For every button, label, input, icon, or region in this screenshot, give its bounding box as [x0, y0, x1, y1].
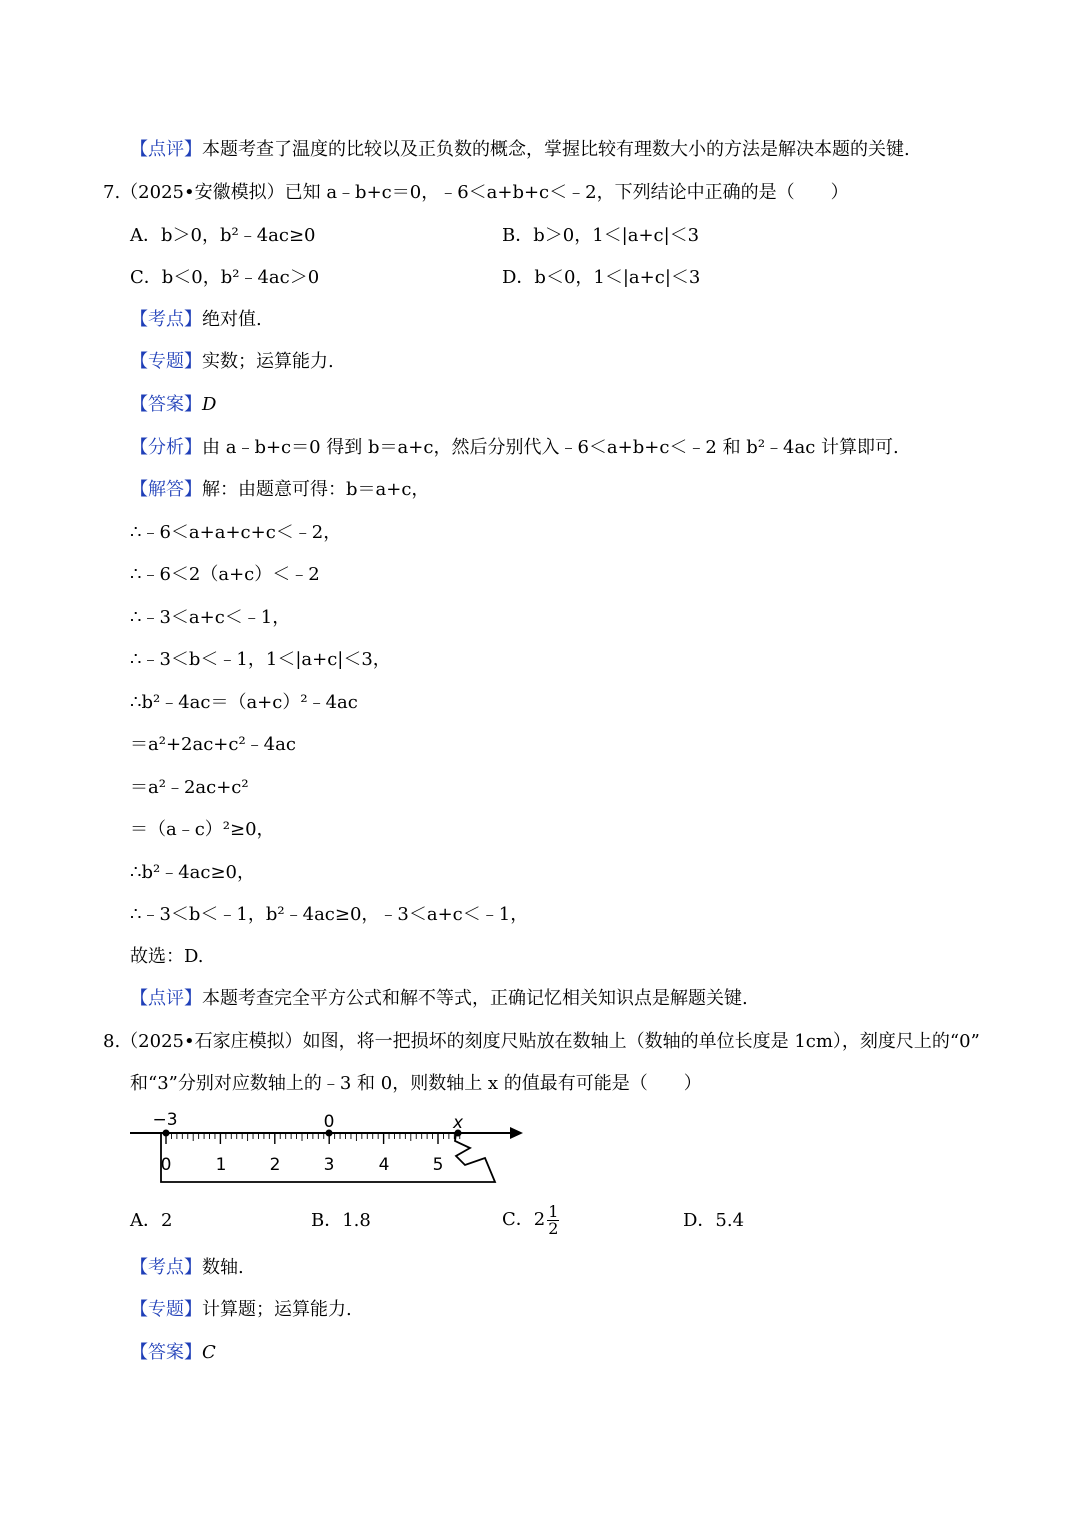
comment-text: 本题考查了温度的比较以及正负数的概念，掌握比较有理数大小的方法是解决本题的关键.: [202, 139, 910, 160]
solution-tag: 【解答】: [130, 479, 202, 500]
q7-option-c: C．b＜0，b²﹣4ac＞0: [130, 267, 320, 288]
point-neg3: [163, 1130, 170, 1137]
option-c-prefix: C．2: [502, 1209, 546, 1230]
q7-zhuanti: [130, 349, 334, 375]
axis-label-zero: 0: [323, 1112, 335, 1132]
solution-step: ∴b²﹣4ac≥0，: [130, 862, 255, 883]
q8-answer: [130, 1340, 216, 1366]
solution-step: ＝a²﹣2ac+c²: [130, 777, 249, 798]
q8-option-d: D．5.4: [683, 1210, 745, 1231]
answer-text: D: [202, 394, 217, 415]
analysis-text: 由 a﹣b+c＝0 得到 b＝a+c，然后分别代入﹣6＜a+b+c＜﹣2 和 b²﹣4ac 计算即可.: [202, 437, 899, 458]
q8-stem-line2: 和“3”分别对应数轴上的﹣3 和 0，则数轴上 x 的值最有可能是（ ）: [130, 1073, 702, 1094]
kaodian-text: 绝对值.: [202, 309, 262, 330]
q7-analysis: [130, 435, 899, 461]
option-c-fraction: [547, 1201, 559, 1238]
q8-option-b: B．1.8: [311, 1210, 371, 1231]
axis-label-neg3: −3: [152, 1110, 178, 1130]
kaodian-tag: 【考点】: [130, 1257, 202, 1278]
q8-kaodian: [130, 1255, 244, 1281]
zhuanti-tag: 【专题】: [130, 1299, 202, 1320]
arrow-icon: [510, 1127, 523, 1139]
q7-stem: 7.（2025•安徽模拟）已知 a﹣b+c＝0，﹣6＜a+b+c＜﹣2，下列结论中正确的是（ ）: [103, 182, 849, 203]
ruler-label: 4: [378, 1155, 390, 1175]
q8-option-c: [502, 1200, 559, 1240]
answer-tag: 【答案】: [130, 394, 202, 415]
q7-answer: [130, 392, 216, 418]
prev-comment: [130, 137, 910, 163]
zhuanti-text: 计算题；运算能力.: [202, 1299, 352, 1320]
analysis-tag: 【分析】: [130, 437, 202, 458]
axis-label-x: x: [452, 1113, 464, 1133]
zhuanti-tag: 【专题】: [130, 351, 202, 372]
kaodian-tag: 【考点】: [130, 309, 202, 330]
comment-tag: 【点评】: [130, 988, 202, 1009]
comment-text: 本题考查完全平方公式和解不等式，正确记忆相关知识点是解题关键.: [202, 988, 748, 1009]
q8-option-a: A．2: [130, 1210, 173, 1231]
solution-step: ∴﹣6＜a+a+c+c＜﹣2，: [130, 522, 342, 543]
ruler-figure: [125, 1108, 535, 1188]
q8-zhuanti: [130, 1297, 352, 1323]
ruler-label: 1: [215, 1155, 227, 1175]
q7-kaodian: [130, 307, 262, 333]
q7-option-d: D．b＜0，1＜|a+c|＜3: [502, 267, 701, 288]
ruler-label: 3: [323, 1155, 335, 1175]
q7-option-b: B．b＞0，1＜|a+c|＜3: [502, 225, 700, 246]
q7-comment: [130, 986, 748, 1012]
ruler-ticks: [166, 1133, 460, 1144]
solution-step: ∴b²﹣4ac＝（a+c）²﹣4ac: [130, 692, 358, 713]
solution-step: ＝a²+2ac+c²﹣4ac: [130, 734, 296, 755]
solution-step: ∴﹣3＜a+c＜﹣1，: [130, 607, 291, 628]
fraction-numerator: 1: [548, 1201, 559, 1221]
kaodian-text: 数轴.: [202, 1257, 244, 1278]
fraction-denominator: 2: [548, 1218, 559, 1238]
answer-tag: 【答案】: [130, 1342, 202, 1363]
answer-text: C: [202, 1342, 216, 1363]
comment-tag: 【点评】: [130, 139, 202, 160]
solution-step: ∴﹣3＜b＜﹣1，1＜|a+c|＜3，: [130, 649, 391, 670]
solution-step: ＝（a﹣c）²≥0，: [130, 819, 275, 840]
solution-text: 解：由题意可得：b＝a+c，: [202, 479, 430, 500]
q8-stem-line1: 8.（2025•石家庄模拟）如图，将一把损坏的刻度尺贴放在数轴上（数轴的单位长度是 1cm），刻度尺上的“0”: [103, 1031, 980, 1052]
solution-step: ∴﹣6＜2（a+c）＜﹣2: [130, 564, 320, 585]
solution-choice: 故选：D.: [130, 946, 204, 967]
ruler-label: 0: [160, 1155, 172, 1175]
zhuanti-text: 实数；运算能力.: [202, 351, 334, 372]
ruler-label: 5: [432, 1155, 444, 1175]
ruler-label: 2: [269, 1155, 281, 1175]
solution-step: ∴﹣3＜b＜﹣1，b²﹣4ac≥0，﹣3＜a+c＜﹣1，: [130, 904, 529, 925]
q7-solution: [130, 477, 429, 503]
q7-option-a: A．b＞0，b²﹣4ac≥0: [130, 225, 316, 246]
